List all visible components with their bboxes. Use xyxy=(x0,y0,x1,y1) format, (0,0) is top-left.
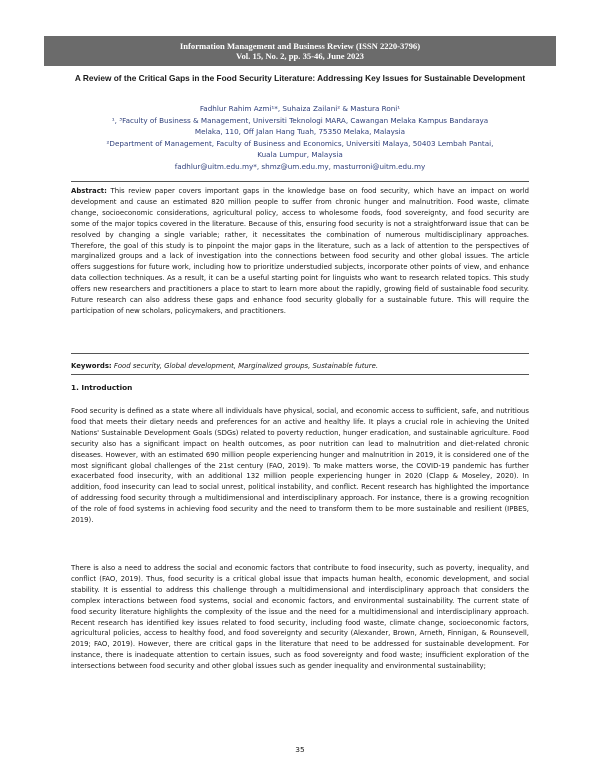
keywords-text: Food security, Global development, Marginalized groups, Sustainable future. xyxy=(111,362,379,370)
intro-paragraph-2: There is also a need to address the social and economic factors that contribute to food insecurity, such as poverty, inequality, and conflict (FAO, 2019). Thus, food security is a critical global issue that impacts human health, economic development, and social stability. It is essential to address this challenge through a multidimensional and interdisciplinary approach that considers the complex interactions between food systems, social and economic factors, and environmental sustainability. The current state of food security literature highlights the complexity of the issue and the need for a multidimensional and interdisciplinary approach. Recent research has identified key issues related to food security, including food waste, climate change, socioeconomic factors, agricultural policies, access to healthy food, and food sovereignty and security (Alexander, Brown, Arneth, Finnigan, & Rounsevell, 2019; FAO, 2019). However, there are critical gaps in the literature that need to be addressed for sustainable development. For instance, there is inadequate attention to certain issues, such as food sovereignty and food waste; insufficient exploration of the intersections between food security and other global issues such as gender inequality and environmental sustainability; xyxy=(71,564,529,671)
journal-volume: Vol. 15, No. 2, pp. 35-46, June 2023 xyxy=(236,51,364,61)
journal-name: Information Management and Business Review (ISSN 2220-3796) xyxy=(179,41,421,51)
abstract-bottom-rule xyxy=(71,353,529,354)
author-block xyxy=(60,103,540,173)
affiliation-1-line-2: Melaka, 110, Off Jalan Hang Tuah, 75350 Melaka, Malaysia xyxy=(194,127,406,137)
journal-header-banner xyxy=(44,36,556,66)
intro-paragraph-1: Food security is defined as a state where all individuals have physical, social, and economic access to sufficient, safe, and nutritious food that meets their dietary needs and preferences for an active and healthy life. It plays a crucial role in achieving the United Nations' Sustainable Development Goals (SDGs) related to poverty reduction, hunger eradication, and sustainable agriculture. Food security also has a significant impact on health outcomes, as poor nutrition can lead to malnutrition and diet-related chronic diseases. However, with an estimated 690 million people experiencing hunger and malnutrition in 2019, it is considered one of the most significant global challenges of the 21st century (FAO, 2019). To make matters worse, the COVID-19 pandemic has further exacerbated food insecurity, with an additional 132 million people experiencing hunger in 2020 (Clapp & Moseley, 2020). In addition, food insecurity can lead to social unrest, political instability, and conflict. Recent research has highlighted the importance of addressing food security through a multidimensional and interdisciplinary approach. For instance, there is a growing recognition of the role of food systems in achieving food security and the need to transform them to be more sustainable and resilient (IPBES, 2019). xyxy=(71,407,529,525)
abstract-top-rule xyxy=(71,181,529,182)
author-emails: fadhlur@uitm.edu.my*, shmz@um.edu.my, masturroni@uitm.edu.my xyxy=(174,161,426,171)
section-heading-introduction: 1. Introduction xyxy=(71,383,133,392)
abstract xyxy=(71,186,529,317)
affiliation-2-line-2: Kuala Lumpur, Malaysia xyxy=(257,150,343,160)
abstract-text: This review paper covers important gaps in the knowledge base on food security, which have an impact on world development and cause an estimated 820 million people to suffer from chronic hunger and malnutrition. Food waste, climate change, socioeconomic considerations, agricultural policy, access to wholesome foods, food sovereignty, and food security are some of the major topics covered in the literature. Because of this, ensuring food security is not a straightforward issue that can be resolved by changing a single variable; rather, it necessitates the combination of numerous multidisciplinary approaches. Therefore, the goal of this study is to pinpoint the major gaps in the literature, such as a lack of attention to the perspectives of marginalized groups and a lack of investigation into the connections between food security and other global issues. The article offers suggestions for future work, including how to prioritize understudied subjects, incorporate other points of view, and enhance data collection techniques. As a result, it can be a useful starting point for linguists who want to research related topics. This study offers new researchers and practitioners a place to start to learn more about the rapidly, growing field of sustainable food security. Future research can also address these gaps and enhance food security globally for a sustainable future. This will require the participation of new scholars, policymakers, and practitioners. xyxy=(71,187,529,315)
author-names: Fadhlur Rahim Azmi¹*, Suhaiza Zailani² & Mastura Roni¹ xyxy=(199,104,401,113)
page-number: 35 xyxy=(295,745,305,754)
affiliation-2-line-1: ²Department of Management, Faculty of Business and Economics, Universiti Malaya, 50403 Lembah Pantai, xyxy=(106,138,494,148)
keywords-label: Keywords: xyxy=(71,362,112,370)
keywords xyxy=(71,361,529,371)
paper-title: A Review of the Critical Gaps in the Food Security Literature: Addressing Key Issues for Sustainable Development xyxy=(74,73,526,83)
keywords-bottom-rule xyxy=(71,374,529,375)
abstract-label: Abstract: xyxy=(71,187,107,195)
affiliation-1-line-1: ¹, ³Faculty of Business & Management, Universiti Teknologi MARA, Cawangan Melaka Kampus Bandaraya xyxy=(111,115,489,125)
